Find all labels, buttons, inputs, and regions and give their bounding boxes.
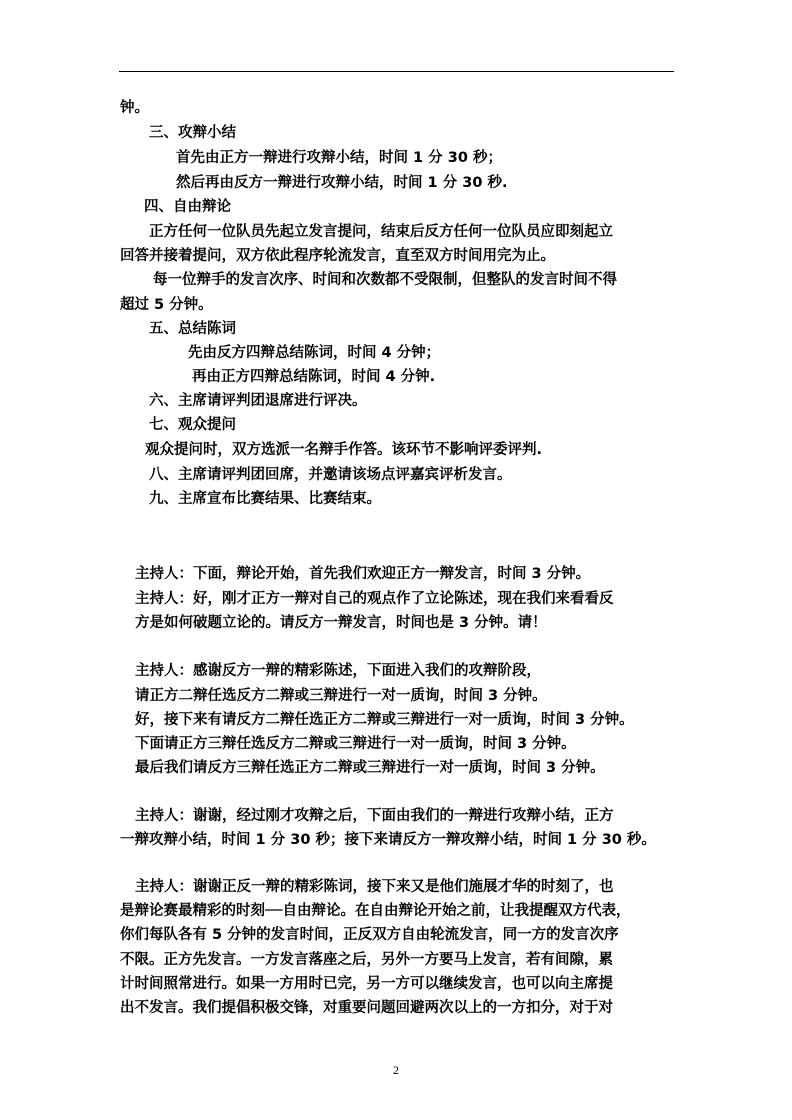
text-line: 你们每队各有 5 分钟的发言时间，正反双方自由轮流发言，同一方的发言次序 (120, 927, 619, 943)
text-line: 每一位辩手的发言次序、时间和次数都不受限制，但整队的发言时间不得 (153, 272, 617, 288)
section-heading: 三、攻辩小结 (149, 125, 236, 141)
text-line: 正方任何一位队员先起立发言提问，结束后反方任何一位队员应即刻起立 (149, 224, 613, 240)
text-line: 观众提问时，双方选派一名辩手作答。该环节不影响评委评判. (145, 442, 543, 458)
text-line: 主持人：好，刚才正方一辩对自己的观点作了立论陈述，现在我们来看看反 (135, 591, 614, 607)
text-line: 超过 5 分钟。 (120, 297, 213, 313)
text-line: 方是如何破题立论的。请反方一辩发言，时间也是 3 分钟。请！ (135, 615, 547, 631)
text-line: 先由反方四辩总结陈词，时间 4 分钟； (188, 345, 441, 361)
section-heading: 六、主席请评判团退席进行评决。 (149, 393, 367, 409)
text-line: 好，接下来有请反方二辩任选正方二辩或三辩进行一对一质询，时间 3 分钟。 (135, 712, 634, 728)
text-line: 主持人：下面，辩论开始，首先我们欢迎正方一辩发言，时间 3 分钟。 (135, 566, 591, 582)
text-line: 回答并接着提问，双方依此程序轮流发言，直至双方时间用完为止。 (120, 248, 555, 264)
section-heading: 九、主席宣布比赛结果、比赛结束。 (149, 491, 381, 507)
section-heading: 五、总结陈词 (149, 321, 236, 337)
text-line: 是辩论赛最精彩的时刻──自由辩论。在自由辩论开始之前，让我提醒双方代表， (120, 903, 631, 919)
text-line: 首先由正方一辩进行攻辩小结，时间 1 分 30 秒； (176, 150, 502, 166)
text-line: 计时间照常进行。如果一方用时已完，另一方可以继续发言，也可以向主席提 (120, 976, 613, 992)
text-line: 主持人：谢谢，经过刚才攻辩之后，下面由我们的一辩进行攻辩小结，正方 (135, 808, 614, 824)
text-line: 钟。 (120, 100, 149, 116)
text-line: 不限。正方先发言。一方发言落座之后，另外一方要马上发言，若有间隙，累 (120, 952, 613, 968)
header-rule (119, 71, 674, 72)
text-line: 请正方二辩任选反方二辩或三辩进行一对一质询，时间 3 分钟。 (135, 688, 547, 704)
text-line: 然后再由反方一辩进行攻辩小结，时间 1 分 30 秒. (176, 175, 508, 191)
section-heading: 八、主席请评判团回席，并邀请该场点评嘉宾评析发言。 (149, 467, 512, 483)
section-heading: 七、观众提问 (149, 417, 236, 433)
page-number: 2 (393, 1063, 399, 1077)
text-line: 主持人：谢谢正反一辩的精彩陈词，接下来又是他们施展才华的时刻了，也 (135, 879, 614, 895)
text-line: 最后我们请反方三辩任选正方二辩或三辩进行一对一质询，时间 3 分钟。 (135, 760, 605, 776)
text-line: 主持人：感谢反方一辩的精彩陈述，下面进入我们的攻辩阶段， (135, 663, 541, 679)
text-line: 出不发言。我们提倡积极交锋，对重要问题回避两次以上的一方扣分，对于对 (120, 1000, 613, 1016)
text-line: 下面请正方三辩任选反方二辩或三辩进行一对一质询，时间 3 分钟。 (135, 736, 576, 752)
text-line: 再由正方四辩总结陈词，时间 4 分钟. (192, 369, 436, 385)
section-heading: 四、自由辩论 (144, 199, 231, 215)
text-line: 一辩攻辩小结，时间 1 分 30 秒；接下来请反方一辩攻辩小结，时间 1 分 30 秒。 (120, 832, 656, 848)
